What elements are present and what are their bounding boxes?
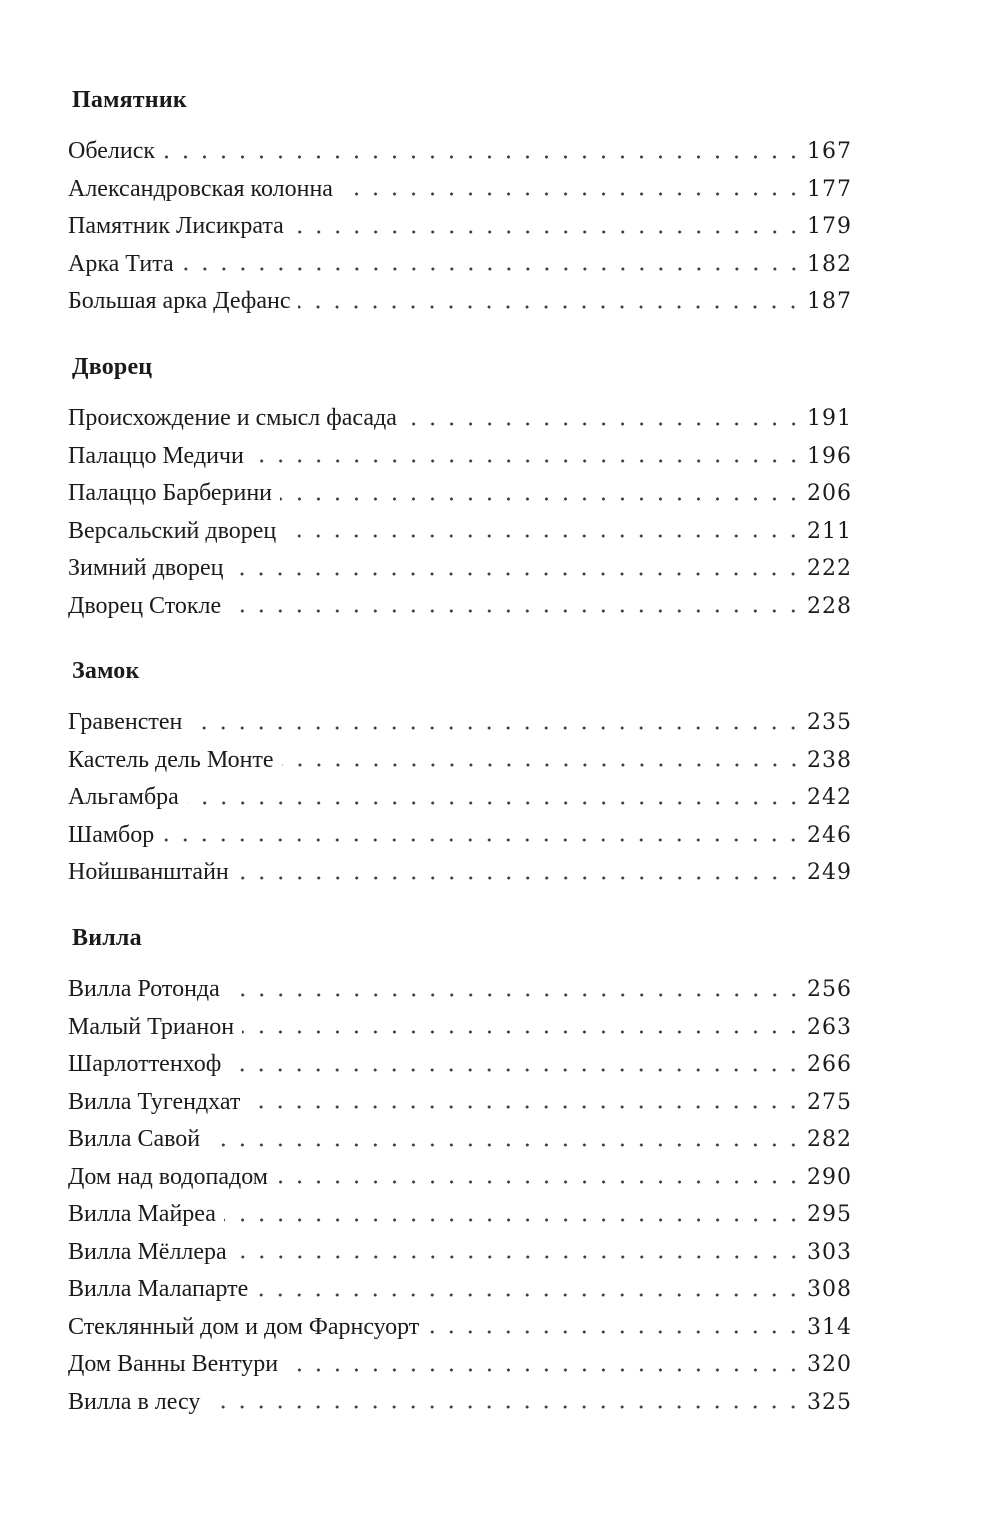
- entry-title: Палаццо Медичи: [68, 438, 252, 476]
- entry-page-number: 182: [807, 251, 852, 277]
- section-title: Вилла: [72, 925, 142, 951]
- dot-leader: [224, 1218, 803, 1222]
- toc-entry[interactable]: [68, 704, 852, 742]
- dot-leader: [427, 1330, 803, 1334]
- entry-title: Дом над водопадом: [68, 1159, 276, 1197]
- entry-page-number: 295: [807, 1202, 852, 1227]
- entry-list: [68, 704, 852, 892]
- entry-title: Вилла Мёллера: [68, 1234, 235, 1272]
- entry-title: Зимний дворец: [68, 550, 231, 588]
- entry-title: Вилла Тугендхат: [68, 1084, 248, 1122]
- dot-leader: [229, 609, 803, 613]
- toc-entry[interactable]: [68, 1159, 852, 1197]
- toc-section-monument: [68, 85, 852, 321]
- dot-leader: [248, 1105, 803, 1109]
- dot-leader: [298, 305, 803, 309]
- entry-list: [68, 133, 852, 321]
- toc-entry[interactable]: [68, 1046, 852, 1084]
- dot-leader: [286, 1368, 803, 1372]
- toc-entry[interactable]: [68, 1384, 852, 1422]
- entry-title: Александровская колонна: [68, 171, 341, 209]
- entry-page-number: 325: [807, 1389, 852, 1415]
- entry-page-number: 263: [807, 1014, 852, 1040]
- entry-page-number: 211: [807, 518, 852, 544]
- toc-entry[interactable]: [68, 1309, 852, 1347]
- entry-page-number: 222: [807, 556, 852, 581]
- entry-page-number: 196: [807, 443, 852, 469]
- entry-title: Гравенстен: [68, 704, 190, 742]
- dot-leader: [235, 1255, 803, 1259]
- entry-title: Альгамбра: [68, 779, 187, 817]
- toc-entry[interactable]: [68, 283, 852, 321]
- entry-title: Вилла Майреа: [68, 1196, 224, 1234]
- toc-section-villa: [68, 923, 852, 1421]
- entry-page-number: 249: [807, 860, 852, 885]
- entry-page-number: 191: [807, 406, 852, 431]
- entry-title: Арка Тита: [68, 246, 182, 284]
- dot-leader: [292, 230, 803, 234]
- entry-list: [68, 400, 852, 625]
- toc-entry[interactable]: [68, 400, 852, 438]
- toc-entry[interactable]: [68, 1084, 852, 1122]
- dot-leader: [405, 422, 803, 426]
- toc-entry[interactable]: [68, 475, 852, 513]
- entry-title: Большая арка Дефанс: [68, 283, 298, 321]
- entry-title: Вилла Малапарте: [68, 1271, 256, 1309]
- entry-page-number: 266: [807, 1052, 852, 1077]
- dot-leader: [280, 497, 803, 501]
- entry-page-number: 282: [807, 1127, 852, 1152]
- toc-entry[interactable]: [68, 971, 852, 1009]
- entry-title: Дом Ванны Вентури: [68, 1346, 286, 1384]
- entry-title: Нойшванштайн: [68, 854, 237, 892]
- section-title: Дворец: [72, 354, 153, 380]
- dot-leader: [162, 838, 803, 842]
- entry-title: Вилла Савой: [68, 1121, 208, 1159]
- dot-leader: [242, 1030, 803, 1034]
- toc-section-castle: [68, 656, 852, 892]
- entry-page-number: 167: [807, 139, 852, 164]
- dot-leader: [282, 763, 803, 767]
- toc-entry[interactable]: [68, 588, 852, 626]
- dot-leader: [190, 726, 803, 730]
- dot-leader: [284, 534, 803, 538]
- dot-leader: [252, 459, 803, 463]
- entry-page-number: 242: [807, 785, 852, 810]
- entry-page-number: 314: [807, 1314, 852, 1340]
- entry-page-number: 179: [807, 214, 852, 239]
- entry-page-number: 303: [807, 1239, 852, 1265]
- toc-entry[interactable]: [68, 1121, 852, 1159]
- entry-title: Вилла в лесу: [68, 1384, 208, 1422]
- entry-title: Кастель дель Монте: [68, 742, 282, 780]
- entry-page-number: 228: [807, 593, 852, 619]
- toc-entry[interactable]: [68, 1009, 852, 1047]
- toc-entry[interactable]: [68, 742, 852, 780]
- dot-leader: [208, 1143, 803, 1147]
- entry-title: Малый Трианон: [68, 1009, 242, 1047]
- toc-entry[interactable]: [68, 438, 852, 476]
- entry-page-number: 246: [807, 822, 852, 848]
- entry-title: Обелиск: [68, 133, 163, 171]
- dot-leader: [276, 1180, 803, 1184]
- entry-page-number: 308: [807, 1277, 852, 1302]
- dot-leader: [228, 993, 803, 997]
- toc-entry[interactable]: [68, 208, 852, 246]
- toc-section-palace: [68, 352, 852, 625]
- toc-entry[interactable]: [68, 779, 852, 817]
- toc-entry[interactable]: [68, 171, 852, 209]
- dot-leader: [231, 572, 803, 576]
- toc-entry[interactable]: [68, 1234, 852, 1272]
- entry-page-number: 177: [807, 176, 852, 202]
- entry-page-number: 238: [807, 747, 852, 773]
- toc-entry[interactable]: [68, 550, 852, 588]
- dot-leader: [341, 192, 803, 196]
- entry-title: Стеклянный дом и дом Фарнсуорт: [68, 1309, 427, 1347]
- entry-page-number: 235: [807, 710, 852, 735]
- dot-leader: [182, 267, 803, 271]
- toc-entry[interactable]: [68, 1346, 852, 1384]
- entry-title: Шамбор: [68, 817, 162, 855]
- section-title: Замок: [72, 658, 140, 684]
- entry-title: Дворец Стокле: [68, 588, 229, 626]
- entry-page-number: 275: [807, 1089, 852, 1115]
- entry-title: Происхождение и смысл фасада: [68, 400, 405, 438]
- entry-title: Версальский дворец: [68, 513, 284, 551]
- entry-page-number: 187: [807, 289, 852, 314]
- entry-page-number: 256: [807, 977, 852, 1002]
- dot-leader: [163, 155, 803, 159]
- entry-title: Памятник Лисикрата: [68, 208, 292, 246]
- toc-entry[interactable]: [68, 1271, 852, 1309]
- entry-title: Шарлоттенхоф: [68, 1046, 229, 1084]
- dot-leader: [229, 1068, 803, 1072]
- toc-entry[interactable]: [68, 133, 852, 171]
- dot-leader: [187, 801, 803, 805]
- entry-list: [68, 971, 852, 1421]
- entry-title: Палаццо Барберини: [68, 475, 280, 513]
- toc-entry[interactable]: [68, 513, 852, 551]
- entry-page-number: 290: [807, 1164, 852, 1190]
- dot-leader: [208, 1405, 803, 1409]
- toc-entry[interactable]: [68, 854, 852, 892]
- section-title: Памятник: [72, 87, 187, 113]
- entry-page-number: 206: [807, 481, 852, 506]
- dot-leader: [256, 1293, 803, 1297]
- toc-entry[interactable]: [68, 1196, 852, 1234]
- toc-entry[interactable]: [68, 246, 852, 284]
- dot-leader: [237, 876, 803, 880]
- toc-entry[interactable]: [68, 817, 852, 855]
- entry-page-number: 320: [807, 1352, 852, 1377]
- entry-title: Вилла Ротонда: [68, 971, 228, 1009]
